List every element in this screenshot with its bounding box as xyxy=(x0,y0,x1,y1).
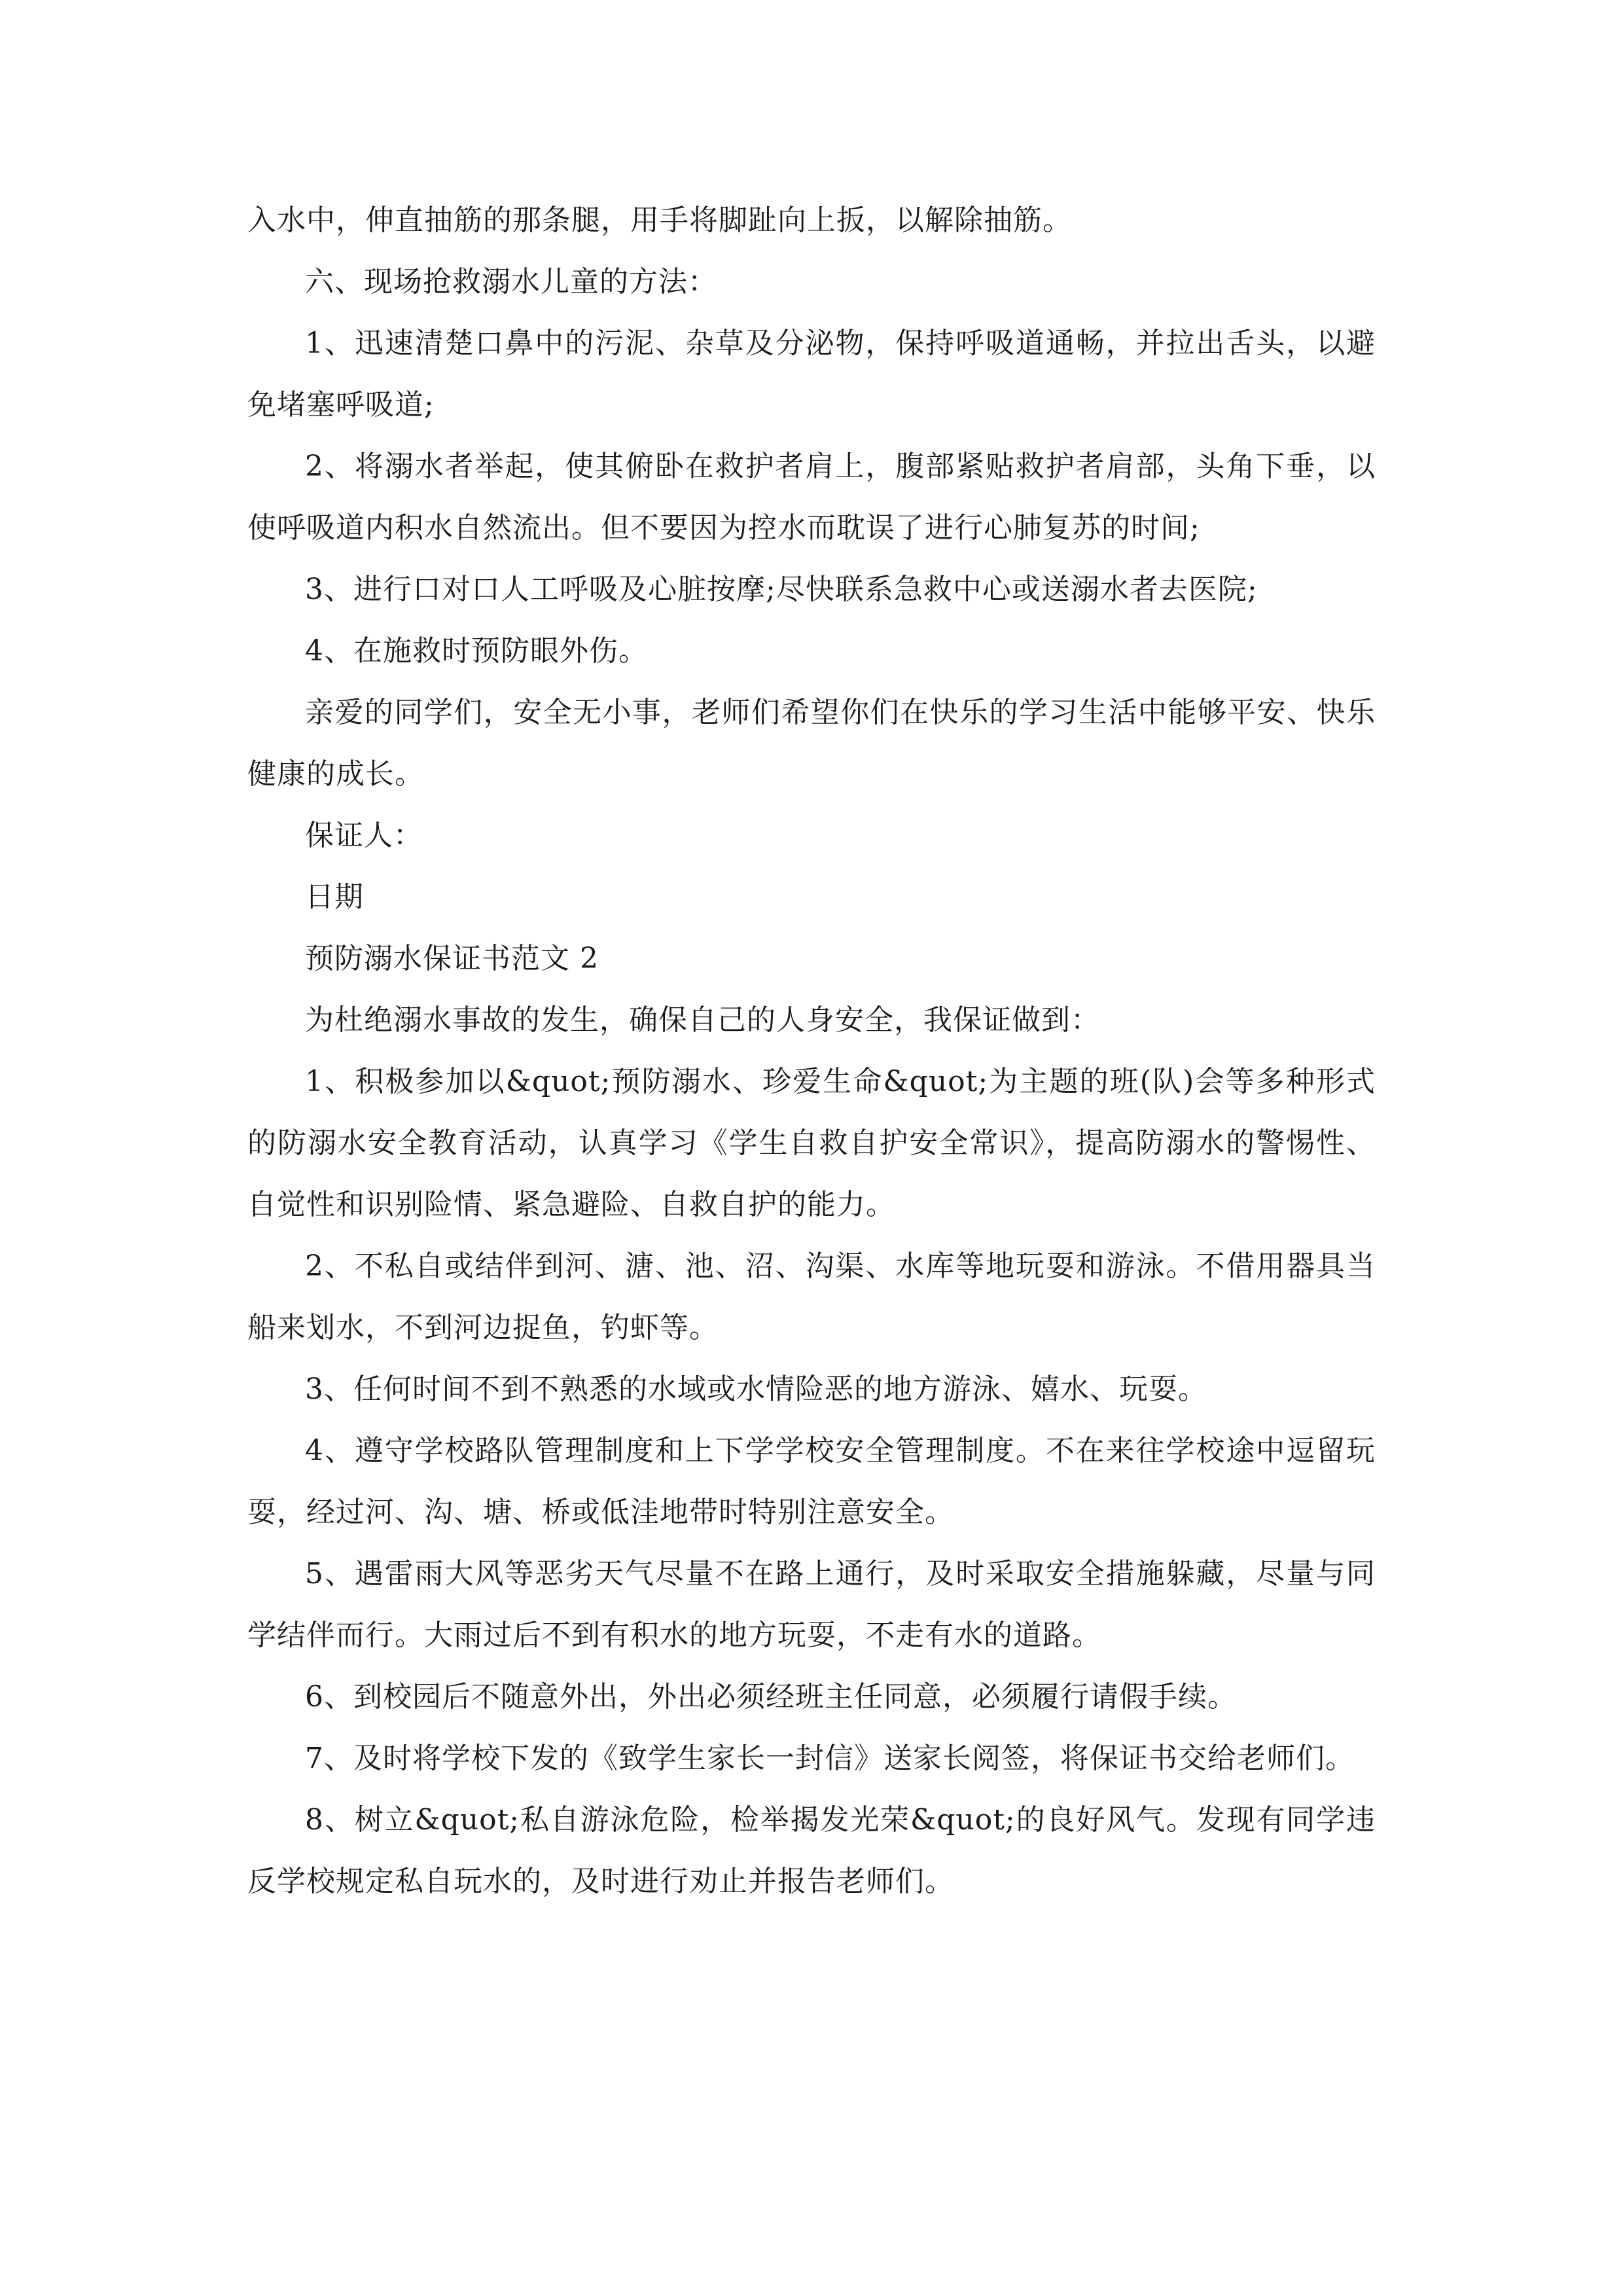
pledge-item-3: 3、任何时间不到不熟悉的水域或水情险恶的地方游泳、嬉水、玩耍。 xyxy=(305,1372,1207,1406)
date-label: 日期 xyxy=(305,880,364,914)
rescue-step-2: 2、将溺水者举起，使其俯卧在救护者肩上，腹部紧贴救护者肩部，头角下垂，以使呼吸道内积水自然流出。但不要因为控水而耽误了进行心肺复苏的时间; xyxy=(247,450,1376,545)
section-heading-rescue-methods: 六、现场抢救溺水儿童的方法： xyxy=(305,265,717,298)
guarantor-label: 保证人： xyxy=(305,819,423,852)
sample-title-2: 预防溺水保证书范文 2 xyxy=(305,942,599,975)
pledge-item-4: 4、遵守学校路队管理制度和上下学学校安全管理制度。不在来往学校途中逗留玩耍，经过河、沟、塘、桥或低洼地带时特别注意安全。 xyxy=(247,1434,1376,1529)
pledge-item-1: 1、积极参加以&quot;预防溺水、珍爱生命&quot;为主题的班(队)会等多种形式的防溺水安全教育活动，认真学习《学生自救自护安全常识》，提高防溺水的警惕性、自觉性和识别险情、紧急避险、自救自护的能力。 xyxy=(247,1065,1376,1221)
pledge-item-2: 2、不私自或结伴到河、溏、池、沼、沟渠、水库等地玩耍和游泳。不借用器具当船来划水，不到河边捉鱼，钓虾等。 xyxy=(247,1249,1376,1344)
pledge-item-5: 5、遇雷雨大风等恶劣天气尽量不在路上通行，及时采取安全措施躲藏，尽量与同学结伴而行。大雨过后不到有积水的地方玩耍，不走有水的道路。 xyxy=(247,1557,1376,1652)
rescue-step-4: 4、在施救时预防眼外伤。 xyxy=(305,634,648,668)
rescue-step-1: 1、迅速清楚口鼻中的污泥、杂草及分泌物，保持呼吸道通畅，并拉出舌头，以避免堵塞呼吸道; xyxy=(247,327,1376,422)
pledge-item-8: 8、树立&quot;私自游泳危险，检举揭发光荣&quot;的良好风气。发现有同学违反学校规定私自玩水的，及时进行劝止并报告老师们。 xyxy=(247,1803,1376,1898)
pledge-item-6: 6、到校园后不随意外出，外出必须经班主任同意，必须履行请假手续。 xyxy=(305,1680,1237,1713)
document-body xyxy=(247,190,1376,1912)
rescue-step-3: 3、进行口对口人工呼吸及心脏按摩;尽快联系急救中心或送溺水者去医院; xyxy=(305,573,1258,606)
closing-message: 亲爱的同学们，安全无小事，老师们希望你们在快乐的学习生活中能够平安、快乐健康的成长。 xyxy=(247,696,1376,791)
pledge-item-7: 7、及时将学校下发的《致学生家长一封信》送家长阅签，将保证书交给老师们。 xyxy=(305,1742,1355,1775)
pledge-intro: 为杜绝溺水事故的发生，确保自己的人身安全，我保证做到： xyxy=(305,1003,1100,1037)
paragraph-continuation: 入水中，伸直抽筋的那条腿，用手将脚趾向上扳，以解除抽筋。 xyxy=(247,204,1072,237)
